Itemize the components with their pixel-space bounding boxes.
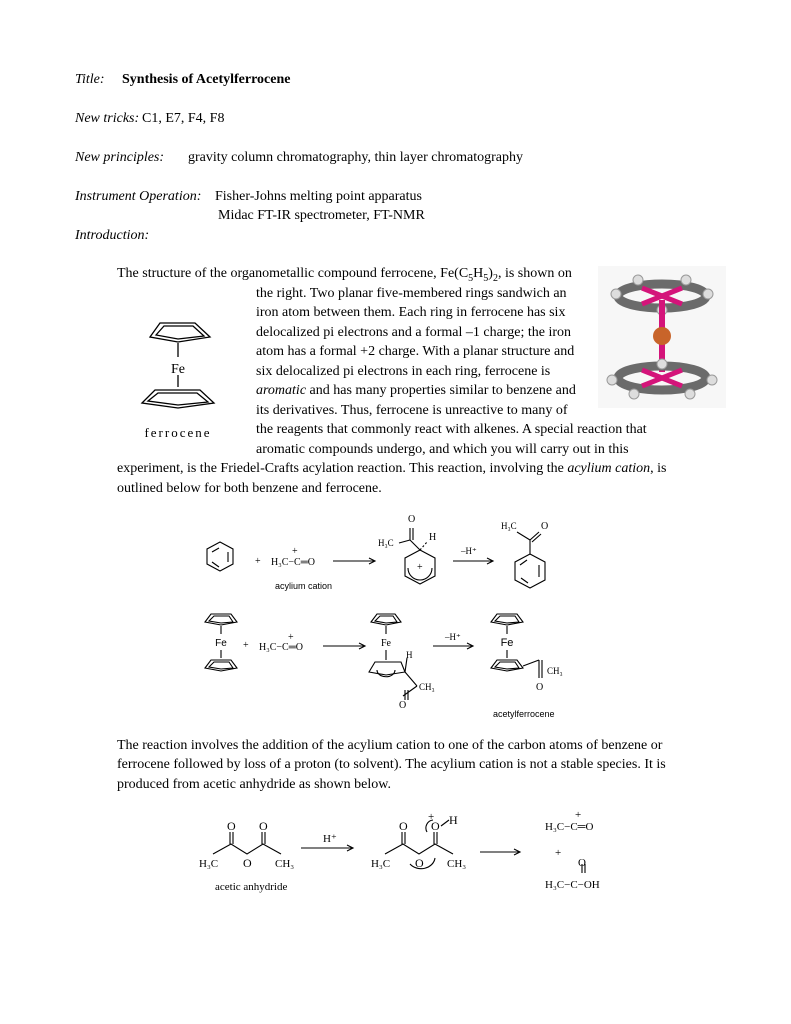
- product-ch3: CH₃: [547, 666, 563, 676]
- para2-line-1: The reaction involves the addition of the acylium cation to one of the carbon atoms of benzene or: [117, 738, 663, 753]
- anhydride-o-2: O: [259, 819, 268, 833]
- product-oxygen: O: [541, 521, 549, 532]
- protonated-h: H: [449, 813, 458, 827]
- product-fe: Fe: [500, 637, 514, 649]
- protonated-o-1: O: [399, 819, 408, 833]
- intro-line-8: its derivatives. Thus, ferrocene is unreactive to many of: [256, 403, 568, 418]
- intro-line-10: aromatic compounds undergo, and which you will carry out in this: [256, 442, 629, 457]
- iron-atom: [653, 327, 671, 345]
- anhydride-ch3: CH₃: [275, 858, 295, 870]
- page-title: Synthesis of Acetylferrocene: [122, 72, 291, 87]
- intermediate-fe: Fe: [381, 638, 391, 649]
- intro-line-6: six delocalized pi electrons in each ring, ferrocene is: [256, 364, 551, 379]
- intro-line-11: experiment, is the Friedel-Crafts acylation reaction. This reaction, involving the acylium cation, is: [117, 461, 667, 476]
- arenium-oxygen: O: [408, 514, 416, 525]
- acylium-cation-label: acylium cation: [275, 581, 333, 591]
- acylium-formation-scheme: [195, 806, 615, 901]
- protonated-o-bridge: O: [415, 856, 424, 870]
- ferrocene-caption: ferrocene: [144, 425, 212, 440]
- loss-of-proton: –H⁺: [461, 546, 477, 556]
- protonated-ch3: CH₃: [447, 858, 467, 870]
- instrument-line-2: Midac FT-IR spectrometer, FT-NMR: [218, 208, 425, 223]
- ferrocene-fe-label: Fe: [171, 362, 185, 377]
- title-label: Title:: [75, 72, 105, 87]
- introduction-label: Introduction:: [75, 228, 150, 243]
- new-tricks-value: C1, E7, F4, F8: [142, 111, 225, 126]
- ferrocene-structure-drawing: [130, 315, 230, 445]
- intro-line-4: delocalized pi electrons and a formal –1 charge; the iron: [256, 325, 571, 340]
- arenium-charge: +: [417, 562, 423, 573]
- acylium-charge: +: [292, 546, 298, 557]
- intermediate-hydrogen: H: [406, 650, 413, 660]
- anhydride-o-bridge: O: [243, 856, 252, 870]
- intro-line-3: iron atom between them. Each ring in ferrocene has six: [256, 305, 566, 320]
- instrument-label: Instrument Operation:: [75, 189, 202, 204]
- para2-line-2: ferrocene followed by loss of a proton (to solvent). The acylium cation is not a stable species. It is: [117, 757, 666, 772]
- new-tricks-label: New tricks:: [75, 111, 140, 126]
- intro-line-9: the reagents that commonly react with alkenes. A special reaction that: [256, 422, 647, 437]
- intermediate-oxygen: O: [399, 700, 407, 711]
- protonated-charge: +: [428, 811, 435, 823]
- arenium-hydrogen: H: [429, 532, 437, 543]
- para2-line-3: produced from acetic anhydride as shown below.: [117, 777, 391, 792]
- anhydride-h3c: H₃C: [199, 858, 219, 870]
- acylium-product: H₃C−C═O: [545, 821, 594, 833]
- anhydride-o-1: O: [227, 819, 236, 833]
- acetylferrocene-label: acetylferrocene: [493, 709, 555, 719]
- new-principles-value: gravity column chromatography, thin layer chromatography: [188, 150, 523, 165]
- acid-catalyst: H⁺: [323, 833, 337, 845]
- intro-line-5: atom has a formal +2 charge. With a planar structure and: [256, 344, 575, 359]
- instrument-line-1: Fisher-Johns melting point apparatus: [215, 189, 422, 204]
- new-principles-label: New principles:: [75, 150, 165, 165]
- plus-sign: +: [255, 556, 261, 567]
- acylium-charge-3: +: [575, 809, 582, 821]
- product-h3c: H₃C: [501, 521, 517, 531]
- arenium-h3c: H₃C: [378, 538, 394, 548]
- acylium-formula-2: H₃C−C═O: [259, 642, 303, 653]
- intro-line-2: the right. Two planar five-membered rings sandwich an: [256, 286, 567, 301]
- acetic-acid: H₃C−C−OH: [545, 879, 600, 891]
- ferrocene-acylation-scheme: [195, 610, 595, 725]
- intro-line-12: outlined below for both benzene and ferrocene.: [117, 481, 382, 496]
- intermediate-ch3: CH₃: [419, 682, 435, 692]
- loss-of-proton-2: –H⁺: [445, 632, 461, 642]
- acetic-acid-o: O: [578, 857, 586, 869]
- intro-line-1: The structure of the organometallic compound ferrocene, $Fe(C_5H_5)_2$, is shown on: [117, 266, 572, 284]
- product-oxygen-2: O: [536, 682, 544, 693]
- benzene-acylation-scheme: [195, 512, 595, 602]
- acetic-anhydride-label: acetic anhydride: [215, 881, 288, 893]
- acylium-formula: H₃C−C═O: [271, 557, 315, 568]
- plus-sign-2: +: [243, 640, 249, 651]
- intro-line-7: aromatic and has many properties similar to benzene and: [256, 383, 576, 398]
- product-plus: +: [555, 847, 562, 859]
- protonated-h3c: H₃C: [371, 858, 391, 870]
- ferrocene-3d-model: [598, 266, 726, 408]
- reactant-fe: Fe: [215, 638, 227, 649]
- acylium-charge-2: +: [288, 632, 294, 643]
- protonated-o-2: O: [431, 819, 440, 833]
